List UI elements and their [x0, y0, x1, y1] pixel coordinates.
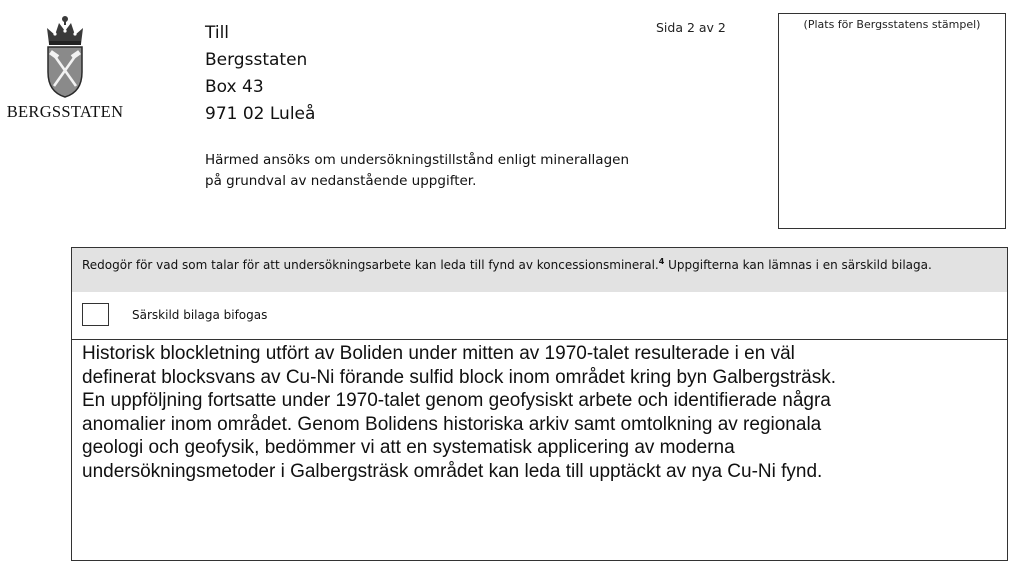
- stamp-box: [778, 13, 1006, 229]
- form-section: [71, 247, 1008, 561]
- answer-text[interactable]: Historisk blockletning utfört av Boliden under mitten av 1970-talet resulterade i en väl definerat blocksvans av Cu-Ni förande sulfid block inom området kring byn Galbergsträsk. En uppföljning fortsatte under 1970-talet genom geofysiskt arbete och identifierade några anomalier inom området. Genom Bolidens historiska arkiv samt omtolkning av regionala geologi och geofysik, bedömmer vi att en systematisk applicering av moderna undersökningsmetoder i Galbergsträsk området kan leda till upptäckt av nya Cu-Ni fynd.: [82, 343, 837, 482]
- intro-line: på grundval av nedanstående uppgifter.: [205, 173, 477, 189]
- attachment-checkbox[interactable]: [82, 303, 109, 326]
- instruction-text: Uppgifterna kan lämnas i en särskild bilaga.: [664, 258, 932, 272]
- attachment-row: [72, 292, 1007, 340]
- coat-of-arms-icon: [43, 14, 87, 98]
- page-number: Sida 2 av 2: [656, 20, 726, 35]
- logo-text: BERGSSTATEN: [6, 102, 124, 121]
- section-instruction: [72, 248, 1007, 292]
- footnote-marker: 4: [658, 257, 665, 266]
- stamp-label: (Plats för Bergsstatens stämpel): [803, 18, 981, 31]
- bergsstaten-logo: [0, 14, 130, 122]
- intro-text: [205, 150, 629, 192]
- address-line: Bergsstaten: [205, 50, 308, 70]
- intro-line: Härmed ansöks om undersökningstillstånd enligt minerallagen: [205, 152, 630, 168]
- address-line: Till: [205, 23, 230, 43]
- address-line: 971 02 Luleå: [205, 104, 316, 124]
- recipient-address: [205, 20, 315, 128]
- instruction-text: Redogör för vad som talar för att undersökningsarbete kan leda till fynd av koncessionsmineral.: [82, 258, 659, 272]
- address-line: Box 43: [205, 77, 264, 97]
- attachment-label: Särskild bilaga bifogas: [132, 308, 268, 322]
